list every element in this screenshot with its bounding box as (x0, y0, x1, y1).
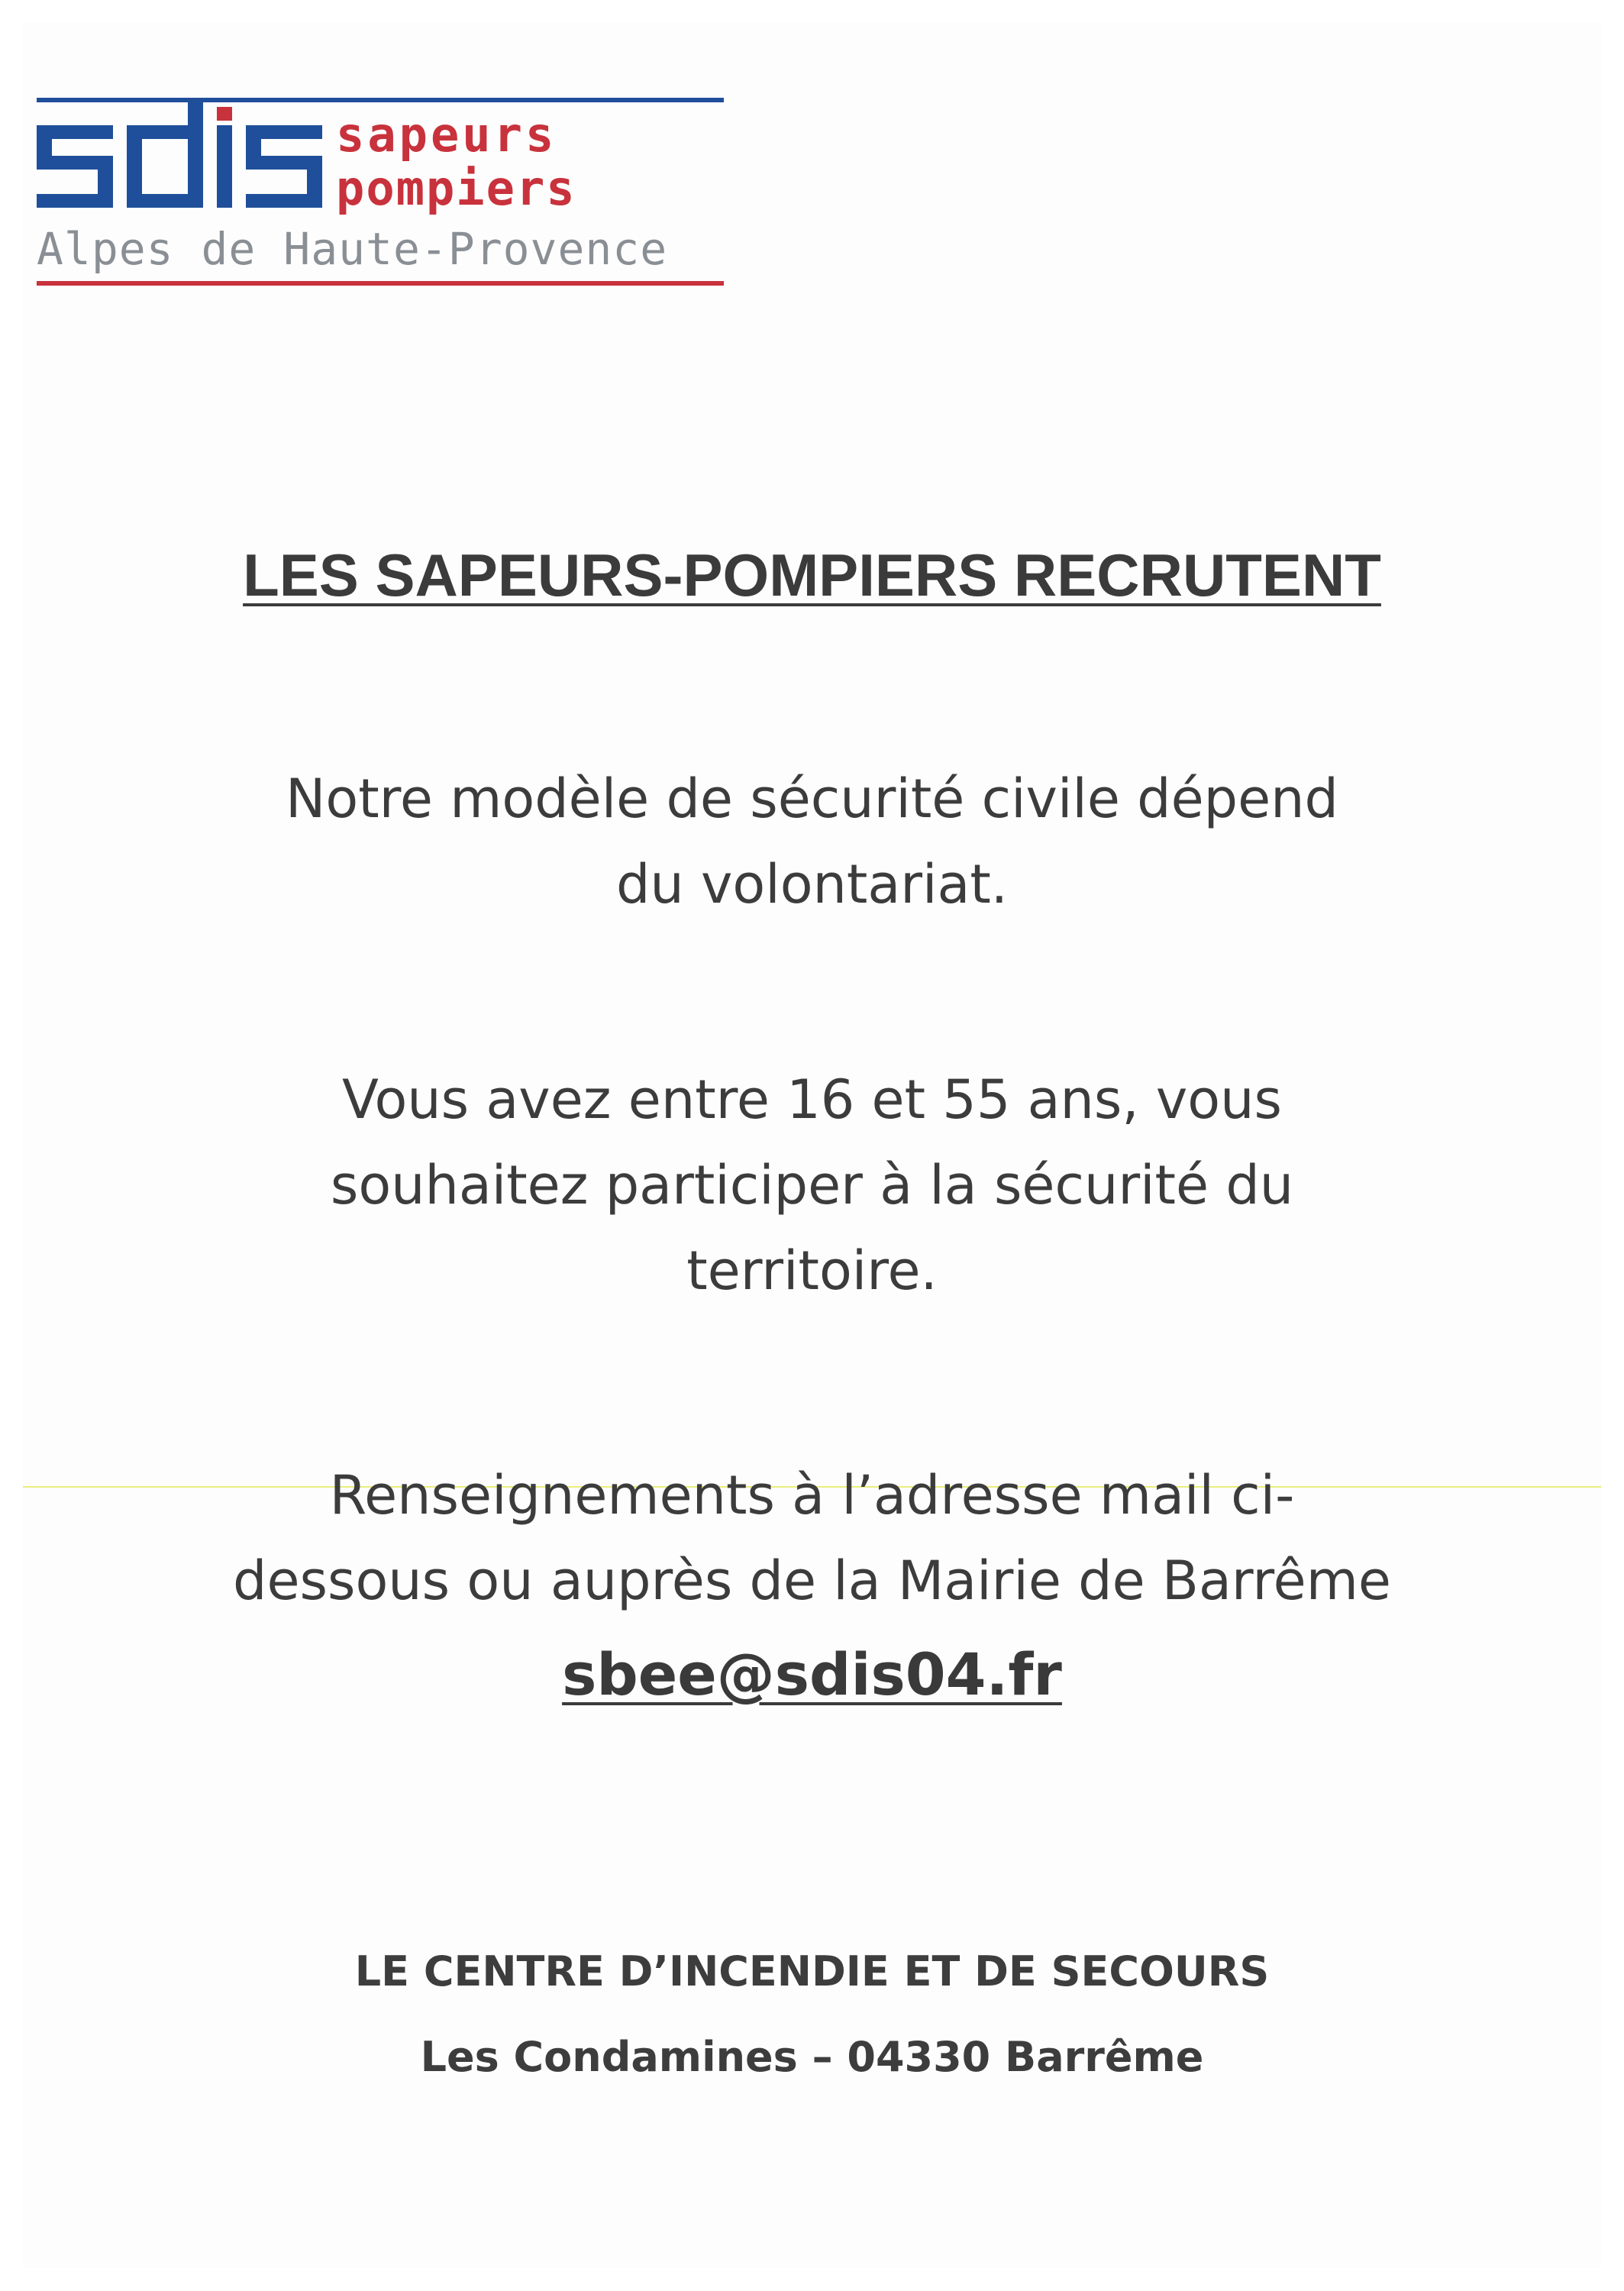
paragraph-information: Renseignements à l’adresse mail ci-dessous ou auprès de la Mairie de Barrême (233, 1464, 1391, 1612)
paragraph-volunteering: Notre modèle de sécurité civile dépend du volontariat. (286, 767, 1338, 916)
footer-center-name: LE CENTRE D’INCENDIE ET DE SECOURS (354, 1947, 1270, 1995)
paragraph-eligibility: Vous avez entre 16 et 55 ans, vous souhaitez participer à la sécurité du territoire. (330, 1068, 1294, 1302)
sdis-logo (37, 98, 724, 293)
logo-line2: pompiers (336, 160, 576, 216)
page-title: LES SAPEURS-POMPIERS RECRUTENT (243, 541, 1381, 609)
contact-email: sbee@sdis04.fr (562, 1640, 1062, 1708)
logo-region: Alpes de Haute-Provence (37, 223, 668, 275)
footer-address: Les Condamines – 04330 Barrême (420, 2033, 1204, 2081)
logo-line1: sapeurs (336, 107, 557, 163)
